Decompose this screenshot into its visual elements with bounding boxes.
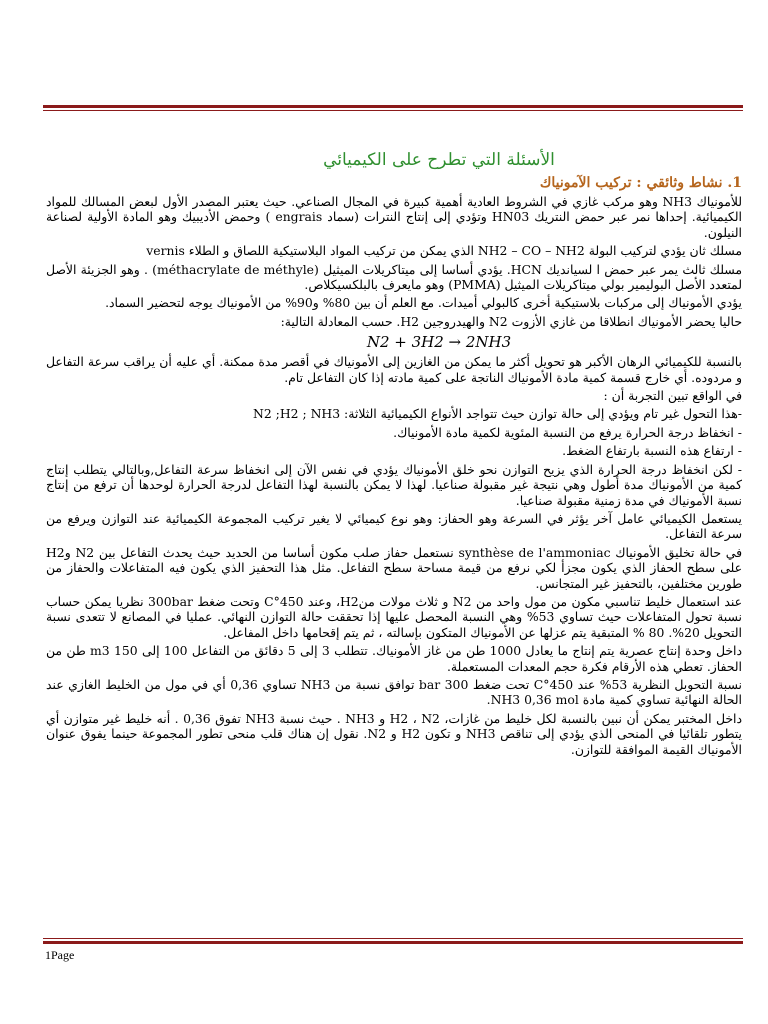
- paragraph: نسبة التحوبل النظرية 53% عند 450°C تحت ضغط 300 bar توافق نسبة من NH3 تساوي 0,36 أي في مول من الخليط الغازي عند الحالة النهائية تساوي كمية مادة NH3 0,36 mol.: [46, 676, 742, 708]
- section-title: 1. نشاط وثائقي : تركيب الآمونياك: [539, 175, 742, 191]
- top-divider: [43, 105, 743, 111]
- paragraph: يؤدي الأمونياك إلى مركبات بلاستيكية أخرى كالبولي أميدات. مع العلم أن بين 80% و90% من الأمونياك يوجه لتحضير السماد.: [105, 295, 742, 311]
- paragraph: حاليا يحضر الأمونياك انطلاقا من غازي الأزوت N2 والهيدروجين H2. حسب المعادلة التالية:: [280, 313, 742, 329]
- bottom-divider: [43, 938, 743, 944]
- paragraph: للأمونياك NH3 وهو مركب غازي في الشروط العادية أهمية كبيرة في المجال الصناعي. حيث يعتبر المصدر الأول لبعض المسالك للمواد الكيميائية. إحداها نمر عبر حمض النتريك HN03 وتؤدي إلى إنتاج النترات (سماد engrais ) وحمض الأديبيك وهو المادة الأولية لصناعة النيلون.: [46, 194, 742, 240]
- page-title: الأسئلة التي تطرح على الكيميائي: [323, 150, 555, 170]
- paragraph: مسلك ثان يؤدي لتركيب البولة NH2 – CO – NH2 الذي يمكن من تركيب المواد البلاستيكية اللصاق و الطلاء vernis: [146, 243, 742, 259]
- paragraph: داخل المختبر يمكن أن نبين بالنسبة لكل خليط من غازات، H2 ، N2 و NH3 . حيث نسبة NH3 تفوق 0,36 . أنه خليط غير متوازن أي يتطور تلقائيا في المنحى الذي يؤدي إلى تناقص NH3 و تكون H2 و N2. نقول إن هناك قلب منحى تطور المجموعة حينما يفوق عنوان الأمونياك القيمة الموافقة للتوازن.: [46, 710, 742, 757]
- page-footer: 1Page: [45, 948, 75, 962]
- paragraph: في حالة تخليق الأمونياك synthèse de l'ammoniac نستعمل حفاز صلب مكون أساسا من الحديد حيث يحدث التفاعل بين N2 وH2 على سطح الحفاز الذي يكون مجزأ لكي نرفع من قيمة مساحة سطح التفاعل. مثل هذا التحفيز الذي يكون فيه المتفاعلات والحفاز من طورين مختلفين، بالتحفيز غير المتجانس.: [46, 544, 742, 591]
- paragraph: بالنسبة للكيميائي الرهان الأكبر هو تحويل أكثر ما يمكن من الغازين إلى الأمونياك في أقصر مدة ممكنة. أي عليه أن يراقب سرعة التفاعل و مردوده. أي خارج قسمة كمية مادة الأمونياك الناتجة على كمية مادته إذا كان التفاعل تام.: [46, 354, 742, 385]
- paragraph: مسلك ثالث يمر عبر حمض ا لسيانديك HCN. يؤدي أساسا إلى ميتاكريلات الميثيل (méthacrylate de méthyle) . وهو الجزيئة الأصل لمتعدد الأصل البوليمير بولي ميتاكريلات الميثيل (PMMA) وهو مايعرف بالبلكسيكلاص.: [46, 261, 742, 293]
- paragraph: عند استعمال خليط تناسبي مكون من مول واحد من N2 و ثلاث مولات منH2، وعند 450°C وتحت ضغط 300bar نظريا يمكن حساب نسبة تحول المتفاعلات حيث تساوي 53% وهي النسبة المحصل عليها إذا تحققت حالة التوازن النهائي. عمليا في المصانع لا تتعدى نسبة التحويل 20%. 80 % المتبقية يتم عزلها عن الأمونياك المتكون بإسالته ، ثم يتم إقحامها داخل المفاعل.: [46, 593, 742, 640]
- paragraph: - انخفاظ درجة الحرارة يرفع من النسبة المئوية لكمية مادة الأمونياك.: [393, 424, 742, 440]
- paragraph: -هذا التحول غير تام ويؤدي إلى حالة توازن حيث تتواجد الأنواع الكيميائية الثلاثة: N2 ;H2 ; NH3: [252, 406, 742, 422]
- paragraph: داخل وحدة إنتاج عصرية يتم إنتاج ما يعادل 1000 طن من غاز الأمونياك. تتطلب 3 إلى 5 دقائق من التفاعل 100 إلى 150 m3 طن من الحفاز. تعطي هذه الأرقام فكرة حجم المعدات المستعملة.: [46, 643, 742, 674]
- paragraph: - ارتفاع هذه النسبة بارتفاع الضغط.: [562, 443, 742, 459]
- paragraph: - لكن انخفاظ درجة الحرارة الذي يزيح التوازن نحو خلق الأمونياك يؤدي في نفس الآن إلى انخفاظ سرعة التفاعل,وبالتالي يتطلب إنتاج كمية من الأمونياك مدة أطول وهي نتيجة غير مقبولة صناعيا. لهذا لا يمكن بالنسبة لهذا التفاعل لدرجة الحرارة لوحدها أن ترفع من إنتاج نسبة الأمونياك في مدة زمنية مقبولة صناعيا.: [46, 461, 742, 508]
- reaction-equation: N2 + 3H2 → 2NH3: [366, 333, 512, 352]
- paragraph: يستعمل الكيميائي عامل آخر يؤثر في السرعة وهو الحفاز: وهو نوع كيميائي لا يغير تركيب المجموعة الكيميائية عند التوازن ويرفع من سرعة التفاعل.: [46, 510, 742, 542]
- document-body: [46, 148, 742, 936]
- paragraph: في الواقع تبين التجربة أن :: [603, 388, 742, 404]
